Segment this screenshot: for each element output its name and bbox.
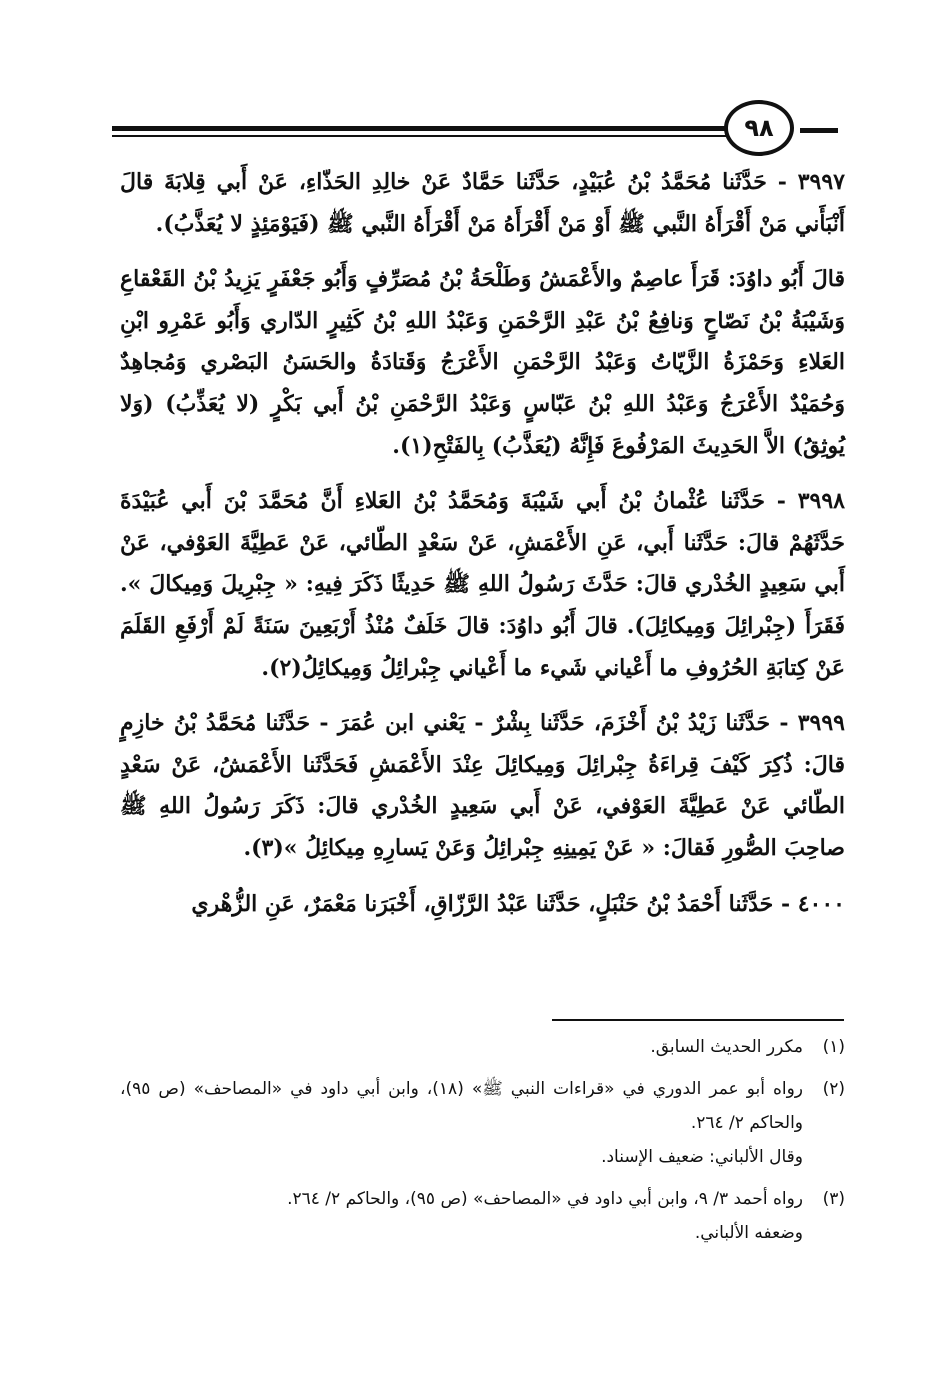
hadith-3997: ٣٩٩٧ - حَدَّثَنا مُحَمَّدُ بْنُ عُبَيْدٍ، حَدَّثَنا حَمَّادٌ عَنْ خالِدِ الحَذّاءِ، عَنْ أَبي قِلابَةَ قالَ أَنْبَأَني مَنْ أَقْرَأَهُ النَّبي ﷺ أَوْ مَنْ أَقْرَأَهُ مَنْ أَقْرَأَهُ النَّبي ﷺ (فَيَوْمَئِذٍ لا يُعَذَّبُ).	[120, 169, 845, 237]
footnote-text: رواه أحمد ٣/ ٩، وابن أبي داود في «المصاحف» (ص ٩٥)، والحاكم ٢/ ٢٦٤.	[287, 1189, 803, 1209]
header-rule-right	[800, 128, 838, 133]
commentary-abu-dawud: قالَ أَبُو داوُدَ: قَرَأَ عاصِمٌ والأَعْمَشُ وَطَلْحَةُ بْنُ مُصَرِّفٍ وَأَبُو جَعْفَرٍ يَزِيدُ بْنُ القَعْقاعِ وَشَيْبَةُ بْنُ نَصّاحٍ وَنافِعُ بْنُ عَبْدِ الرَّحْمَنِ وَعَبْدُ اللهِ بْنُ كَثِيرٍ الدّاري وَأَبُو عَمْرِو ابْنِ العَلاءِ وَحَمْزَةُ الزَّيّاتُ وَعَبْدُ الرَّحْمَنِ الأَعْرَجُ وَقَتادَةُ والحَسَنُ البَصْري وَمُجاهِدٌ وَحُمَيْدٌ الأَعْرَجُ وَعَبْدُ اللهِ بْنُ عَبّاسٍ وَعَبْدُ الرَّحْمَنِ بْنُ أَبي بَكْرٍ (لا يُعَذِّبُ) (وَلا يُوثِقُ) الاَّ الحَدِيثَ المَرْفُوعَ فَإِنَّهُ (يُعَذَّبُ) بِالفَتْحِ(١).	[120, 266, 845, 459]
hadith-3999: ٣٩٩٩ - حَدَّثَنا زَيْدُ بْنُ أَخْزَمَ، حَدَّثَنا بِشْرٌ - يَعْني ابن عُمَرَ - حَدَّثَنا مُحَمَّدُ بْنُ خازِمٍ قالَ: ذُكِرَ كَيْفَ قِراءَةُ جِبْرائِلَ وَمِيكائِلَ عِنْدَ الأَعْمَشِ فَحَدَّثَنا الأَعْمَشُ، عَنْ سَعْدٍ الطّائي عَنْ عَطِيَّةَ العَوْفي، عَنْ أَبي سَعِيدٍ الخُدْري قالَ: ذَكَرَ رَسُولُ اللهِ ﷺ صاحِبَ الصُّورِ فَقالَ: « عَنْ يَمِينِهِ جِبْرائِلُ وَعَنْ يَسارِهِ مِيكائِلُ »(٣).	[120, 710, 845, 861]
footnotes	[120, 1030, 845, 1258]
footnote-number: (٢)	[822, 1079, 845, 1099]
page-number: ٩٨	[744, 114, 774, 142]
footnote-number: (١)	[822, 1037, 845, 1057]
header-rule	[112, 126, 727, 131]
page-number-badge	[724, 100, 794, 156]
main-text	[120, 162, 845, 939]
footnote-text: وقال الألباني: ضعيف الإسناد.	[601, 1147, 803, 1167]
footnote	[120, 1182, 845, 1250]
footnote	[120, 1072, 845, 1174]
footnote-separator	[552, 1019, 844, 1021]
hadith-3998: ٣٩٩٨ - حَدَّثَنا عُثْمانُ بْنُ أَبي شَيْبَةَ وَمُحَمَّدُ بْنُ العَلاءِ أَنَّ مُحَمَّدَ بْنَ أَبي عُبَيْدَةَ حَدَّثَهُمْ قالَ: حَدَّثَنا أَبي، عَنِ الأَعْمَشِ، عَنْ سَعْدٍ الطّائي، عَنْ عَطِيَّةَ العَوْفي، عَنْ أَبي سَعِيدٍ الخُدْري قالَ: حَدَّثَ رَسُولُ اللهِ ﷺ حَدِيثًا ذَكَرَ فِيهِ: « جِبْرِيلَ وَمِيكالَ ». فَقَرَأَ (جِبْرائِلَ وَمِيكائِلَ). قالَ أَبُو داوُدَ: قالَ خَلَفٌ مُنْذُ أَرْبَعِينَ سَنَةً لَمْ أَرْفَعِ القَلَمَ عَنْ كِتابَةِ الحُرُوفِ ما أَعْياني شَيء ما أَعْياني جِبْرائِلُ وَمِيكائِلُ(٢).	[120, 488, 845, 681]
header-rule-thin	[112, 135, 727, 137]
footnote-text: مكرر الحديث السابق.	[650, 1037, 803, 1057]
hadith-4000: ٤٠٠٠ - حَدَّثَنا أَحْمَدُ بْنُ حَنْبَلٍ، حَدَّثَنا عَبْدُ الرَّزّاقِ، أَخْبَرَنا مَعْمَرٌ، عَنِ الزُّهْري	[191, 890, 845, 917]
page-header	[112, 98, 838, 160]
footnote-text: وضعفه الألباني.	[694, 1223, 803, 1243]
footnote-number: (٣)	[822, 1189, 845, 1209]
footnote	[120, 1030, 845, 1064]
footnote-text: رواه أبو عمر الدوري في «قراءات النبي ﷺ» (١٨)، وابن أبي داود في «المصاحف» (ص ٩٥)، والحاكم ٢/ ٢٦٤.	[120, 1079, 803, 1133]
